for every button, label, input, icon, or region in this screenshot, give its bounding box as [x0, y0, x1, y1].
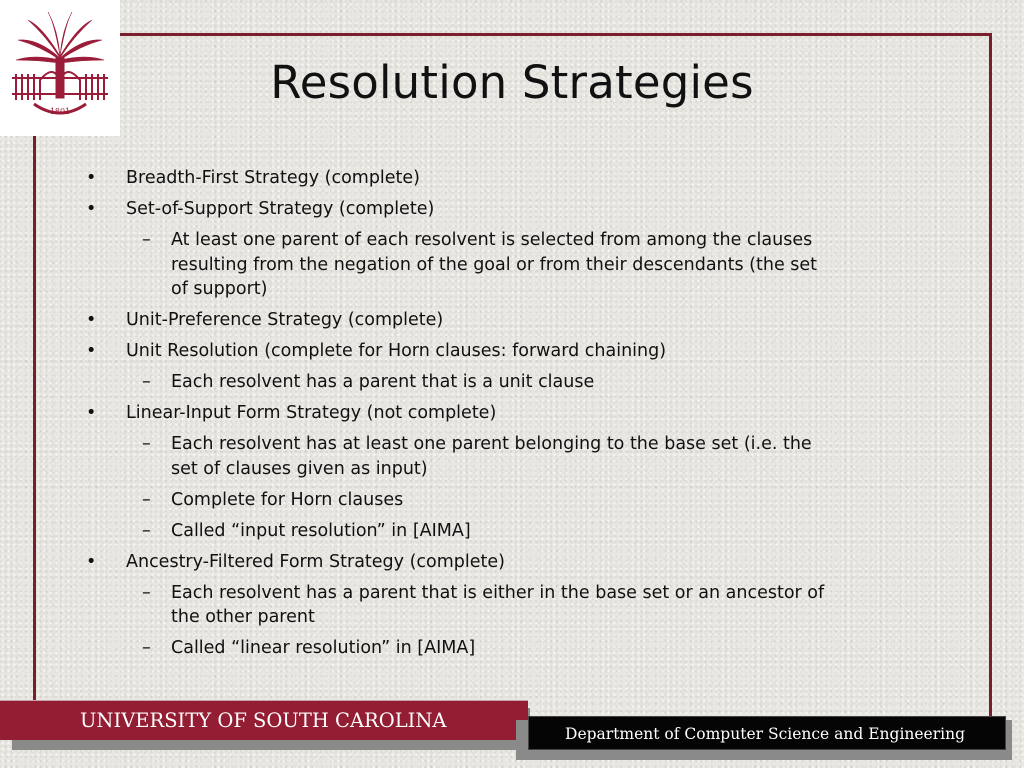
bullet-marker: • — [86, 310, 97, 330]
sub-list-item — [80, 519, 831, 544]
sub-list-item — [80, 370, 831, 395]
list-item-text: Breadth-First Strategy (complete) — [126, 168, 421, 188]
list-item — [80, 339, 940, 364]
frame-right-line — [989, 33, 992, 718]
sub-list-item-text: Complete for Horn clauses — [171, 489, 404, 510]
sub-list-item-text: Each resolvent has at least one parent belonging to the base set (i.e. the set of clauses given as input) — [171, 434, 812, 479]
sub-list-item-text: Called “input resolution” in [AIMA] — [171, 520, 471, 541]
footer-university-banner — [0, 700, 528, 740]
dash-marker: – — [142, 230, 151, 250]
dash-marker: – — [142, 372, 151, 392]
footer-department-banner — [528, 716, 1006, 750]
bullet-marker: • — [86, 551, 97, 572]
sub-list-item — [80, 228, 831, 302]
sub-list-item-text: At least one parent of each resolvent is selected from among the clauses resulting from the negation of the goal or from their descendants (the set of support) — [171, 230, 818, 299]
sub-list-item — [80, 432, 831, 481]
sub-list-item — [80, 581, 831, 630]
list-item — [80, 550, 940, 575]
list-item-text: Unit Resolution (complete for Horn clauses: forward chaining) — [126, 341, 667, 361]
svg-text:1801: 1801 — [49, 107, 71, 116]
list-item — [80, 308, 940, 333]
bullet-marker: • — [86, 168, 97, 188]
list-item-text: Set-of-Support Strategy (complete) — [126, 199, 435, 219]
list-item — [80, 197, 940, 222]
frame-top-line — [120, 33, 992, 36]
dash-marker: – — [142, 582, 151, 603]
frame-left-line — [33, 136, 36, 702]
list-item — [80, 401, 940, 426]
sub-list-item-text: Called “linear resolution” in [AIMA] — [171, 638, 476, 658]
dash-marker: – — [142, 489, 151, 510]
bullet-marker: • — [86, 403, 97, 423]
footer-department-name: Department of Computer Science and Engineering — [565, 725, 965, 743]
sub-list-item — [80, 636, 831, 661]
dash-marker: – — [142, 638, 151, 658]
bullet-marker: • — [86, 341, 97, 361]
bullet-list — [80, 166, 940, 667]
sub-list-item-text: Each resolvent has a parent that is either in the base set or an ancestor of the other parent — [171, 582, 825, 627]
slide-title: Resolution Strategies — [270, 56, 754, 109]
list-item — [80, 166, 940, 191]
sub-list-item-text: Each resolvent has a parent that is a unit clause — [171, 372, 595, 392]
footer-university-name: UNIVERSITY OF SOUTH CAROLINA — [80, 709, 447, 732]
bullet-marker: • — [86, 199, 97, 219]
dash-marker: – — [142, 434, 151, 454]
dash-marker: – — [142, 520, 151, 541]
list-item-text: Ancestry-Filtered Form Strategy (complete) — [126, 551, 505, 572]
sub-list-item — [80, 488, 831, 513]
list-item-text: Unit-Preference Strategy (complete) — [126, 310, 444, 330]
list-item-text: Linear-Input Form Strategy (not complete) — [126, 403, 497, 423]
